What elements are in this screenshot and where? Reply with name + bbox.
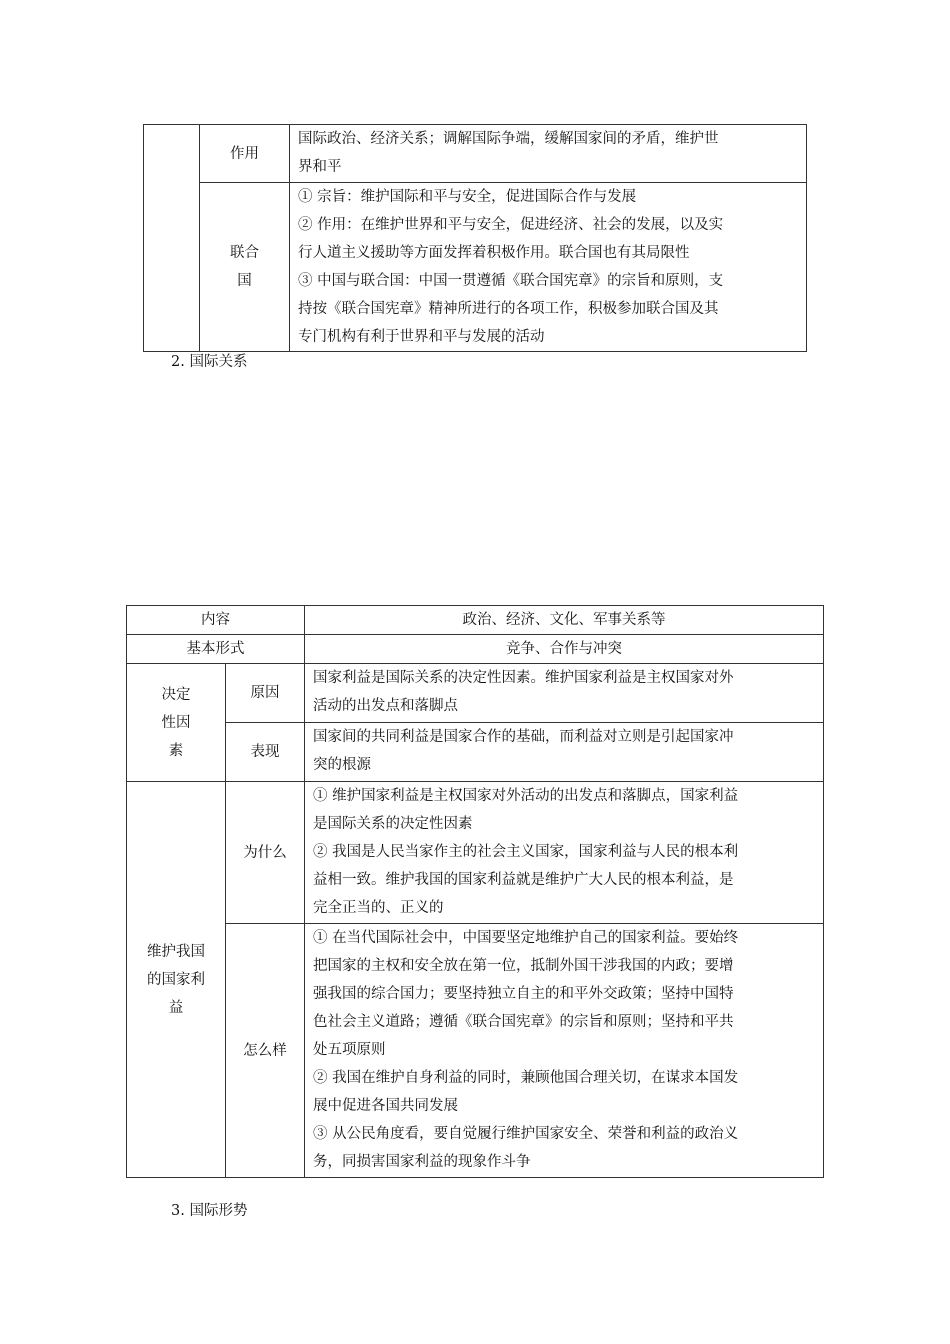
why-content: ① 维护国家利益是主权国家对外活动的出发点和落脚点，国家利益 是国际关系的决定性因素 ② 我国是人民当家作主的社会主义国家，国家利益与人民的根本利 益相一致。维护我国的国家利益就是维护广大人民的根本利益，是 完全正当的、正义的 [305, 782, 824, 924]
how-content: ① 在当代国际社会中，中国要坚定地维护自己的国家利益。要始终 把国家的主权和安全放在第一位，抵制外国干涉我国的内政；要增 强我国的综合国力；要坚持独立自主的和平外交政策；坚持中国特 色社会主义道路；遵循《联合国宪章》的宗旨和原则；坚持和平共 处五项原则 ② 我国在维护自身利益的同时，兼顾他国合理关切，在谋求本国发 展中促进各国共同发展 ③ 从公民角度看，要自觉履行维护国家安全、荣誉和利益的政治义 务，同损害国家利益的现象作斗争 [305, 924, 824, 1178]
basic-form-value: 竞争、合作与冲突 [305, 635, 824, 664]
intl-relations-table [126, 605, 824, 1178]
section-heading-intl-relations: 2. 国际关系 [171, 354, 248, 370]
basic-form-label: 基本形式 [127, 635, 305, 664]
intl-org-table-continued [143, 124, 807, 352]
how-label: 怎么样 [226, 924, 305, 1178]
un-label: 联合 国 [200, 183, 290, 352]
manifestation-label: 表现 [226, 723, 305, 782]
empty-outer-cell [144, 125, 200, 352]
role-content: 国际政治、经济关系；调解国际争端，缓解国家间的矛盾，维护世 界和平 [290, 125, 807, 183]
section-heading-intl-situation: 3. 国际形势 [171, 1203, 248, 1219]
manifestation-content: 国家间的共同利益是国家合作的基础，而利益对立则是引起国家冲 突的根源 [305, 723, 824, 782]
reason-label: 原因 [226, 664, 305, 723]
determining-factor-label: 决定 性因 素 [127, 664, 226, 782]
reason-content: 国家利益是国际关系的决定性因素。维护国家利益是主权国家对外 活动的出发点和落脚点 [305, 664, 824, 723]
un-content: ① 宗旨：维护国际和平与安全，促进国际合作与发展 ② 作用：在维护世界和平与安全，促进经济、社会的发展，以及实 行人道主义援助等方面发挥着积极作用。联合国也有其局限性 ③ 中国与联合国：中国一贯遵循《联合国宪章》的宗旨和原则，支 持按《联合国宪章》精神所进行的各项工作，积极参加联合国及其 专门机构有利于世界和平与发展的活动 [290, 183, 807, 352]
national-interest-label: 维护我国 的国家利 益 [127, 782, 226, 1178]
role-label: 作用 [200, 125, 290, 183]
content-value: 政治、经济、文化、军事关系等 [305, 606, 824, 635]
content-label: 内容 [127, 606, 305, 635]
why-label: 为什么 [226, 782, 305, 924]
